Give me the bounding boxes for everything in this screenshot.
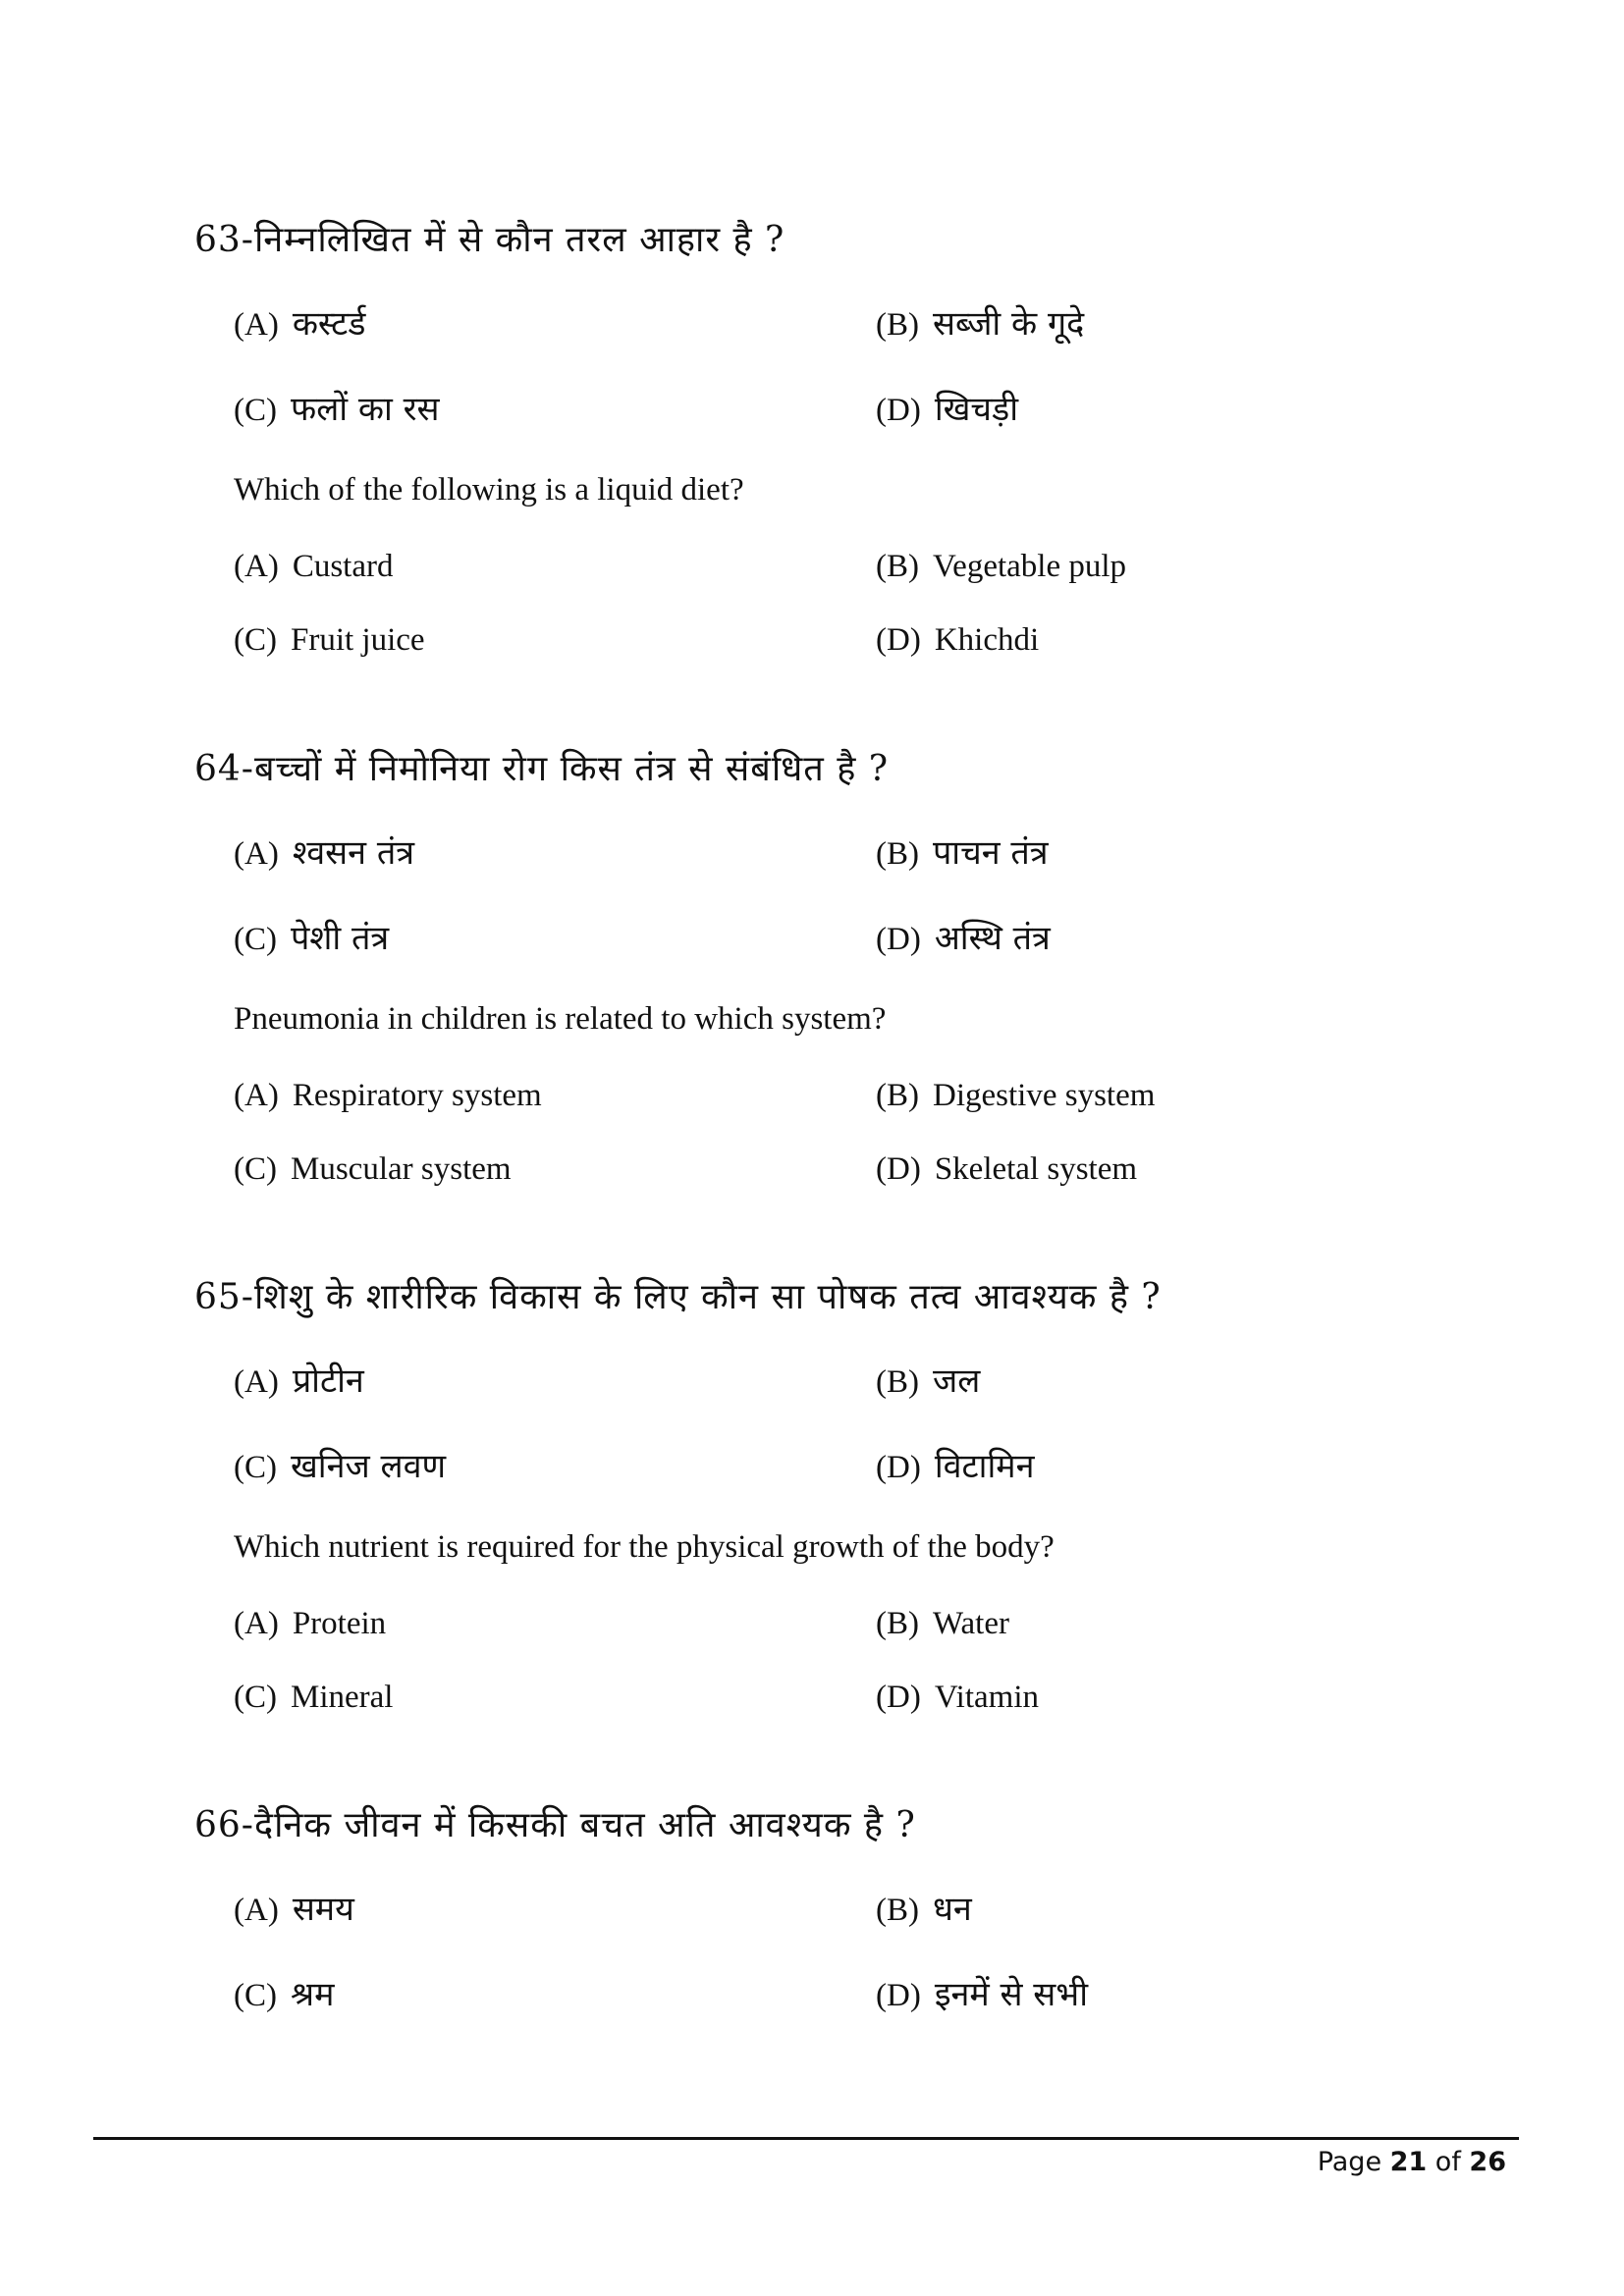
q66-hindi-option-b	[876, 1885, 972, 1930]
option-text: Vitamin	[934, 1680, 1039, 1715]
question-64-hindi: 64-बच्चों में निमोनिया रोग किस तंत्र से संबंधित है ?	[194, 749, 890, 789]
option-text: धन	[933, 1890, 972, 1929]
option-letter: (D)	[876, 1978, 921, 2013]
option-text: Respiratory system	[292, 1078, 542, 1113]
option-text: कस्टर्ड	[292, 304, 366, 344]
page-total: 26	[1469, 2147, 1506, 2177]
option-text: अस्थि तंत्र	[934, 919, 1051, 958]
option-text: जल	[933, 1362, 981, 1401]
q65-english-option-d	[876, 1677, 1039, 1716]
question-63-english: Which of the following is a liquid diet?	[234, 472, 744, 507]
option-letter: (C)	[234, 393, 277, 428]
option-text: Protein	[292, 1606, 387, 1641]
q66-hindi-option-d	[876, 1970, 1088, 2015]
option-letter: (B)	[876, 1606, 919, 1641]
option-text: समय	[292, 1890, 354, 1929]
q65-hindi-option-a	[234, 1357, 364, 1402]
option-letter: (B)	[876, 549, 919, 584]
q63-english-option-b	[876, 546, 1126, 585]
question-64-english: Pneumonia in children is related to which system?	[234, 1001, 887, 1037]
q65-english-option-c	[234, 1677, 393, 1716]
option-text: Vegetable pulp	[933, 549, 1127, 584]
option-text: खिचड़ी	[934, 390, 1019, 429]
option-text: श्रम	[291, 1975, 335, 2014]
q64-hindi-option-a	[234, 828, 414, 874]
option-text: Fruit juice	[291, 622, 425, 658]
question-63-hindi: 63-निम्नलिखित में से कौन तरल आहार है ?	[194, 220, 785, 260]
option-letter: (C)	[234, 622, 277, 658]
question-65-hindi: 65-शिशु के शारीरिक विकास के लिए कौन सा पोषक तत्व आवश्यक है ?	[194, 1277, 1162, 1317]
q64-english-option-c	[234, 1148, 512, 1188]
q65-hindi-option-d	[876, 1442, 1034, 1487]
q63-english-option-d	[876, 619, 1039, 659]
option-letter: (C)	[234, 1151, 277, 1187]
q63-english-option-c	[234, 619, 425, 659]
option-letter: (B)	[876, 1364, 919, 1400]
option-text: Water	[933, 1606, 1009, 1641]
q63-hindi-option-a	[234, 299, 365, 345]
q65-english-option-a	[234, 1603, 386, 1642]
option-letter: (C)	[234, 1680, 277, 1715]
option-text: पेशी तंत्र	[291, 919, 390, 958]
option-text: Digestive system	[933, 1078, 1156, 1113]
option-text: विटामिन	[934, 1447, 1035, 1486]
q65-english-option-b	[876, 1603, 1009, 1642]
option-text: इनमें से सभी	[934, 1975, 1088, 2014]
q64-hindi-option-c	[234, 914, 389, 959]
option-letter: (C)	[234, 1450, 277, 1485]
page-current: 21	[1389, 2147, 1428, 2177]
q66-hindi-option-a	[234, 1885, 354, 1930]
q63-english-option-a	[234, 546, 393, 585]
option-letter: (B)	[876, 836, 919, 872]
footer-divider	[93, 2137, 1519, 2140]
q64-hindi-option-d	[876, 914, 1051, 959]
option-text: पाचन तंत्र	[933, 833, 1049, 873]
option-letter: (C)	[234, 1978, 277, 2013]
option-text: सब्जी के गूदे	[933, 304, 1085, 344]
q63-hindi-option-d	[876, 385, 1018, 430]
q64-english-option-b	[876, 1075, 1155, 1114]
option-text: Muscular system	[291, 1151, 512, 1187]
q64-hindi-option-b	[876, 828, 1049, 874]
page-prefix: Page	[1317, 2147, 1390, 2177]
option-letter: (A)	[234, 549, 279, 584]
option-text: प्रोटीन	[292, 1362, 364, 1401]
q64-english-option-a	[234, 1075, 542, 1114]
option-letter: (B)	[876, 1078, 919, 1113]
option-letter: (A)	[234, 1364, 279, 1400]
option-letter: (A)	[234, 836, 279, 872]
option-letter: (D)	[876, 1151, 921, 1187]
option-text: Mineral	[291, 1680, 394, 1715]
option-letter: (D)	[876, 622, 921, 658]
option-letter: (A)	[234, 1606, 279, 1641]
option-letter: (D)	[876, 922, 921, 957]
option-letter: (D)	[876, 1450, 921, 1485]
q63-hindi-option-c	[234, 385, 440, 430]
question-65-english: Which nutrient is required for the physical growth of the body?	[234, 1529, 1055, 1565]
q65-hindi-option-b	[876, 1357, 980, 1402]
option-text: Skeletal system	[934, 1151, 1138, 1187]
option-text: फलों का रस	[291, 390, 440, 429]
option-text: श्वसन तंत्र	[292, 833, 414, 873]
option-letter: (A)	[234, 1078, 279, 1113]
option-letter: (C)	[234, 922, 277, 957]
option-text: Custard	[292, 549, 394, 584]
q66-hindi-option-c	[234, 1970, 334, 2015]
option-letter: (D)	[876, 393, 921, 428]
q63-hindi-option-b	[876, 299, 1084, 345]
page-of: of	[1427, 2147, 1470, 2177]
option-text: Khichdi	[934, 622, 1040, 658]
page-number	[1318, 2147, 1506, 2177]
option-letter: (B)	[876, 307, 919, 343]
option-letter: (D)	[876, 1680, 921, 1715]
question-66-hindi: 66-दैनिक जीवन में किसकी बचत अति आवश्यक है ?	[194, 1805, 916, 1845]
option-letter: (A)	[234, 1893, 279, 1928]
option-text: खनिज लवण	[291, 1447, 447, 1486]
q64-english-option-d	[876, 1148, 1137, 1188]
option-letter: (A)	[234, 307, 279, 343]
option-letter: (B)	[876, 1893, 919, 1928]
q65-hindi-option-c	[234, 1442, 446, 1487]
